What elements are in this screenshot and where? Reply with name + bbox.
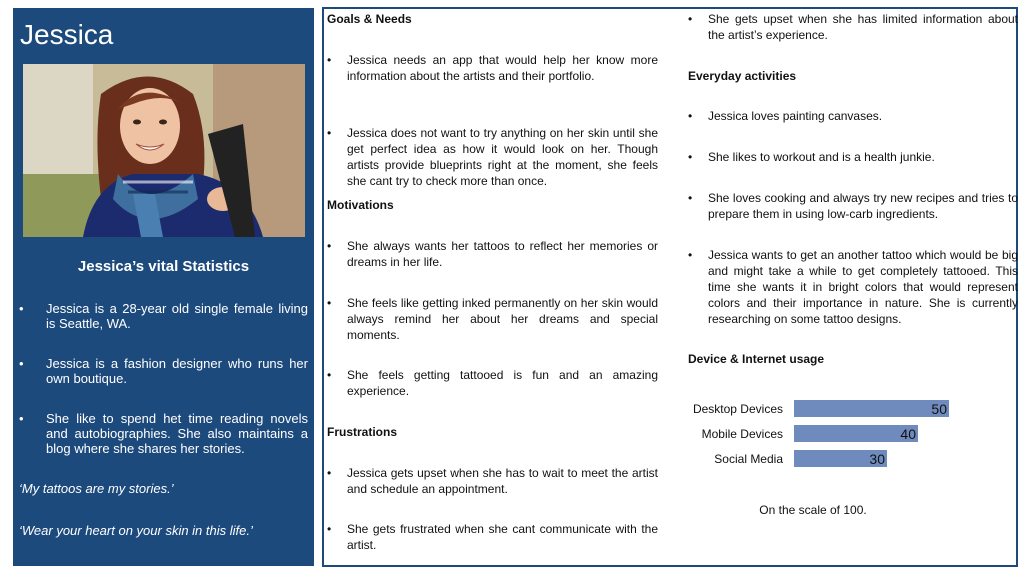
category-label: Mobile Devices [701, 427, 783, 441]
list-item: • She feels like getting inked permanently on her skin would always remind her about her dreams and special moments. [327, 296, 658, 342]
list-item: • Jessica does not want to try anything on her skin until she get perfect idea as how it would look on her. Though artists provide blueprints right at the moment, she feels she cant try to check more than once. [327, 126, 658, 188]
list-item: • Jessica wants to get an another tattoo which would be big and might take a while to get completely tattooed. This time she wants it in bright colors that would represent colors and their importance in nature. She is currently researching on some tattoo designs. [688, 248, 1018, 326]
goals-heading: Goals & Needs [327, 12, 412, 26]
device-usage-heading: Device & Internet usage [688, 352, 825, 366]
list-item: • She gets upset when she has limited information about the artist’s experience. [688, 12, 1018, 42]
list-item: • She feels getting tattooed is fun and an amazing experience. [327, 368, 658, 398]
bullet-icon: • [327, 466, 332, 480]
list-item: • Jessica loves painting canvases. [688, 109, 883, 123]
frustrations-heading: Frustrations [327, 425, 398, 439]
quote-2: ‘Wear your heart on your skin in this life.’ [19, 523, 253, 538]
bullet-icon: • [327, 53, 332, 67]
bullet-icon: • [688, 109, 693, 123]
vital-statistics-list [13, 301, 314, 456]
bar-value-label: 40 [900, 426, 916, 442]
list-item: • Jessica needs an app that would help her know more information about the artists and their portfolio. [327, 53, 658, 83]
persona-details-panel [322, 7, 1018, 567]
list-item: • She always wants her tattoos to reflect her memories or dreams in her life. [327, 239, 658, 269]
bullet-icon: • [688, 191, 693, 205]
usage-bar [794, 400, 949, 417]
list-item: • She like to spend het time reading novels and autobiographies. She also maintains a blog where she shares her stories. [19, 411, 308, 456]
category-label: Social Media [714, 452, 783, 466]
bullet-icon: • [688, 12, 693, 26]
bullet-icon: • [19, 356, 24, 371]
bullet-icon: • [327, 368, 332, 382]
list-item: • She likes to workout and is a health junkie. [688, 150, 935, 164]
bullet-icon: • [327, 296, 332, 310]
list-item: • Jessica is a fashion designer who runs her own boutique. [19, 356, 308, 386]
bullet-icon: • [327, 239, 332, 253]
bullet-icon: • [19, 411, 24, 426]
bullet-icon: • [688, 248, 693, 262]
usage-bar [794, 425, 918, 442]
persona-panel [13, 8, 314, 566]
list-item: • She loves cooking and always try new recipes and tries to prepare them in using low-carb ingredients. [688, 191, 1018, 221]
bar-value-label: 50 [931, 401, 947, 417]
bar-value-label: 30 [869, 451, 885, 467]
list-item: • Jessica is a 28-year old single female living is Seattle, WA. [19, 301, 308, 331]
bullet-icon: • [688, 150, 693, 164]
vital-statistics-title: Jessica’s vital Statistics [77, 258, 250, 275]
list-item: • Jessica gets upset when she has to wait to meet the artist and schedule an appointment. [327, 466, 658, 496]
category-label: Desktop Devices [692, 402, 783, 416]
everyday-heading: Everyday activities [688, 69, 797, 83]
bullet-icon: • [327, 522, 332, 536]
list-item: • She gets frustrated when she cant communicate with the artist. [327, 522, 658, 552]
persona-photo [23, 64, 305, 237]
device-usage-chart [688, 398, 1018, 478]
persona-name: Jessica [20, 19, 114, 50]
chart-scale-note: On the scale of 100. [759, 503, 867, 517]
motivations-heading: Motivations [327, 198, 394, 212]
portrait-image [23, 64, 305, 237]
quote-1: ‘My tattoos are my stories.’ [19, 481, 174, 496]
bullet-icon: • [19, 301, 24, 316]
bullet-icon: • [327, 126, 332, 140]
